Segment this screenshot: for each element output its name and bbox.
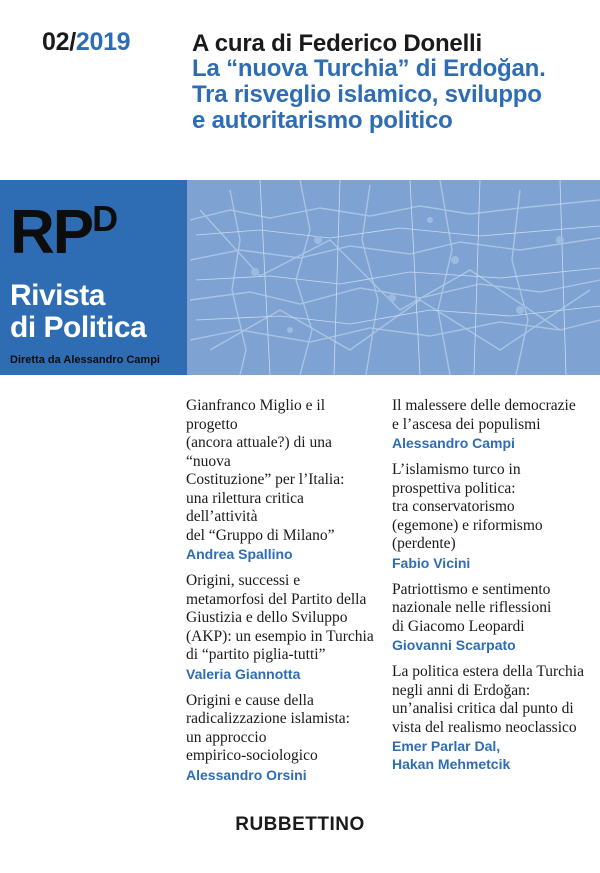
article-author: Giovanni Scarpato (392, 637, 516, 653)
contents-left-column (186, 397, 376, 793)
issue-year: 2019 (75, 28, 131, 56)
article-author: Emer Parlar Dal, Hakan Mehmetcik (392, 738, 511, 772)
issue-title-line: La “nuova Turchia” di Erdoğan. (192, 55, 546, 82)
article-author: Andrea Spallino (186, 546, 293, 562)
article-title: Origini, successi e metamorfosi del Partito della Giustizia e dello Sviluppo (AKP): un esempio in Turchia di “partito piglia-tutti” (186, 572, 374, 663)
article-title: La politica estera della Turchia negli anni di Erdoğan: un’analisi critica dal punto di vista del realismo neoclassico (392, 663, 584, 736)
journal-brand-box (0, 180, 187, 375)
journal-name-line: di Politica (10, 311, 147, 344)
article-author: Valeria Giannotta (186, 665, 301, 682)
article-title: Gianfranco Miglio e il progetto (ancora attuale?) di una “nuova Costituzione” per l’Italia: una rilettura critica dell’attività del “Gruppo di Milano” (186, 397, 345, 544)
article-entry (186, 397, 376, 563)
editor-line: A cura di Federico Donelli (192, 30, 482, 57)
article-title: L’islamismo turco in prospettiva politica: tra conservatorismo (egemone) e riformismo (perdente) (392, 461, 543, 552)
contents-right-column (392, 397, 597, 782)
publisher-logo: RUBBETTINO (235, 814, 365, 835)
article-entry (392, 663, 597, 773)
article-title: Il malessere delle democrazie e l’ascesa dei populismi (392, 397, 576, 433)
article-entry (392, 581, 597, 655)
article-title: Origini e cause della radicalizzazione islamista: un approccio empirico-sociologico (186, 691, 350, 764)
article-author: Alessandro Orsini (186, 766, 307, 783)
article-entry (186, 572, 376, 683)
article-author: Alessandro Campi (392, 435, 515, 451)
journal-name-line: Rivista (10, 279, 105, 312)
issue-title (192, 56, 592, 134)
logo-main-letters: RP (10, 198, 93, 267)
article-entry (392, 461, 597, 572)
director-credit: Diretta da Alessandro Campi (10, 354, 160, 366)
journal-logo (10, 184, 118, 268)
article-entry (186, 692, 376, 784)
issue-title-line: e autoritarismo politico (192, 107, 453, 134)
issue-number (42, 28, 130, 56)
journal-name (10, 280, 146, 344)
article-title: Patriottismo e sentimento nazionale nelle riflessioni di Giacomo Leopardi (392, 580, 552, 635)
article-author: Fabio Vicini (392, 554, 471, 571)
article-entry (392, 397, 597, 452)
issue-title-line: Tra risveglio islamico, sviluppo (192, 81, 542, 108)
issue-number-value: 02/ (42, 28, 76, 56)
logo-superscript: D (92, 198, 119, 239)
